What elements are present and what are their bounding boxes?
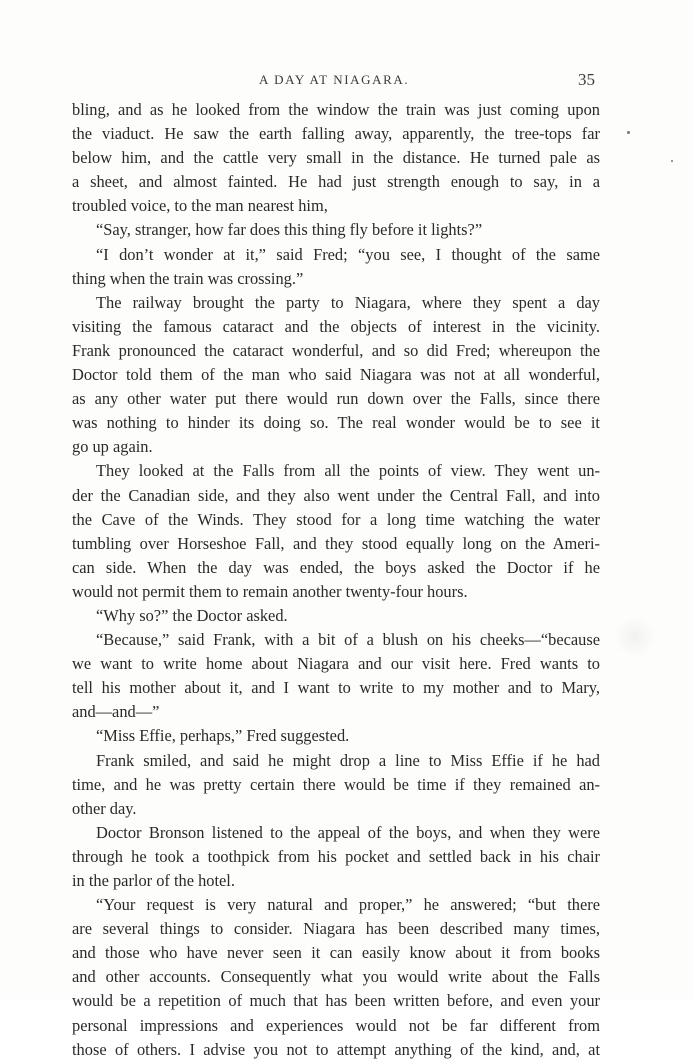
text-line: would be a repetition of much that has been written before, and even your xyxy=(72,991,600,1011)
text-line: Frank smiled, and said he might drop a line to Miss Effie if he had xyxy=(96,750,600,770)
text-line: The railway brought the party to Niagara, where they spent a day xyxy=(96,292,600,312)
text-line: “Say, stranger, how far does this thing fly before it lights?” xyxy=(96,220,483,240)
ink-speck xyxy=(627,131,630,134)
paper-blemish xyxy=(612,618,658,656)
text-line: can side. When the day was ended, the boys asked the Doctor if he xyxy=(72,557,600,577)
running-header xyxy=(0,70,694,94)
text-line: thing when the train was crossing.” xyxy=(72,268,304,288)
text-line: “Your request is very natural and proper,” he answered; “but there xyxy=(96,895,600,915)
text-line: in the parlor of the hotel. xyxy=(72,871,235,890)
text-line: go up again. xyxy=(72,437,153,457)
text-line: the Cave of the Winds. They stood for a long time watching the water xyxy=(72,509,600,529)
text-line: Doctor Bronson listened to the appeal of the boys, and when they were xyxy=(96,822,600,842)
text-line: a sheet, and almost fainted. He had just strength enough to say, in a xyxy=(72,172,600,192)
text-line: time, and he was pretty certain there would be time if they remained an- xyxy=(72,774,600,794)
text-line: tumbling over Horseshoe Fall, and they stood equally long on the Ameri- xyxy=(72,533,600,553)
text-line: and—and—” xyxy=(72,702,160,722)
text-line: those of others. I advise you not to attempt anything of the kind, and, at xyxy=(72,1039,600,1059)
page-number: 35 xyxy=(578,70,595,89)
text-line: der the Canadian side, and they also went under the Central Fall, and into xyxy=(72,485,600,505)
running-title: A DAY AT NIAGARA. xyxy=(259,72,410,87)
text-line: the viaduct. He saw the earth falling away, apparently, the tree-tops far xyxy=(72,124,600,144)
text-line: Doctor told them of the man who said Niagara was not at all wonderful, xyxy=(72,365,600,385)
text-line: we want to write home about Niagara and our visit here. Fred wants to xyxy=(72,654,600,674)
body-text xyxy=(72,98,600,1062)
text-line: as any other water put there would run down over the Falls, since there xyxy=(72,389,600,409)
text-line: “I don’t wonder at it,” said Fred; “you see, I thought of the same xyxy=(96,244,600,264)
ink-speck xyxy=(671,160,673,162)
text-line: would not permit them to remain another twenty-four hours. xyxy=(72,581,468,601)
text-line: other day. xyxy=(72,798,137,818)
text-line: below him, and the cattle very small in the distance. He turned pale as xyxy=(72,148,600,168)
text-line: “Why so?” the Doctor asked. xyxy=(96,605,288,625)
text-line: tell his mother about it, and I want to write to my mother and to Mary, xyxy=(72,678,600,698)
text-line: “Miss Effie, perhaps,” Fred suggested. xyxy=(96,726,350,746)
text-line: through he took a toothpick from his pocket and settled back in his chair xyxy=(72,846,600,866)
text-line: personal impressions and experiences would not be far different from xyxy=(72,1015,600,1035)
text-line: visiting the famous cataract and the objects of interest in the vicinity. xyxy=(72,316,600,336)
text-line: They looked at the Falls from all the points of view. They went un- xyxy=(96,461,600,481)
text-line: Frank pronounced the cataract wonderful, and so did Fred; whereupon the xyxy=(72,340,600,360)
text-line: and those who have never seen it can easily know about it from books xyxy=(72,943,600,963)
text-line: bling, and as he looked from the window the train was just coming upon xyxy=(72,100,600,119)
text-line: “Because,” said Frank, with a bit of a blush on his cheeks—“because xyxy=(96,630,600,650)
text-line: are several things to consider. Niagara has been described many times, xyxy=(72,919,600,939)
text-line: was nothing to hinder its doing so. The real wonder would be to see it xyxy=(72,413,600,433)
text-line: troubled voice, to the man nearest him, xyxy=(72,196,328,216)
text-line: and other accounts. Consequently what you would write about the Falls xyxy=(72,967,600,987)
